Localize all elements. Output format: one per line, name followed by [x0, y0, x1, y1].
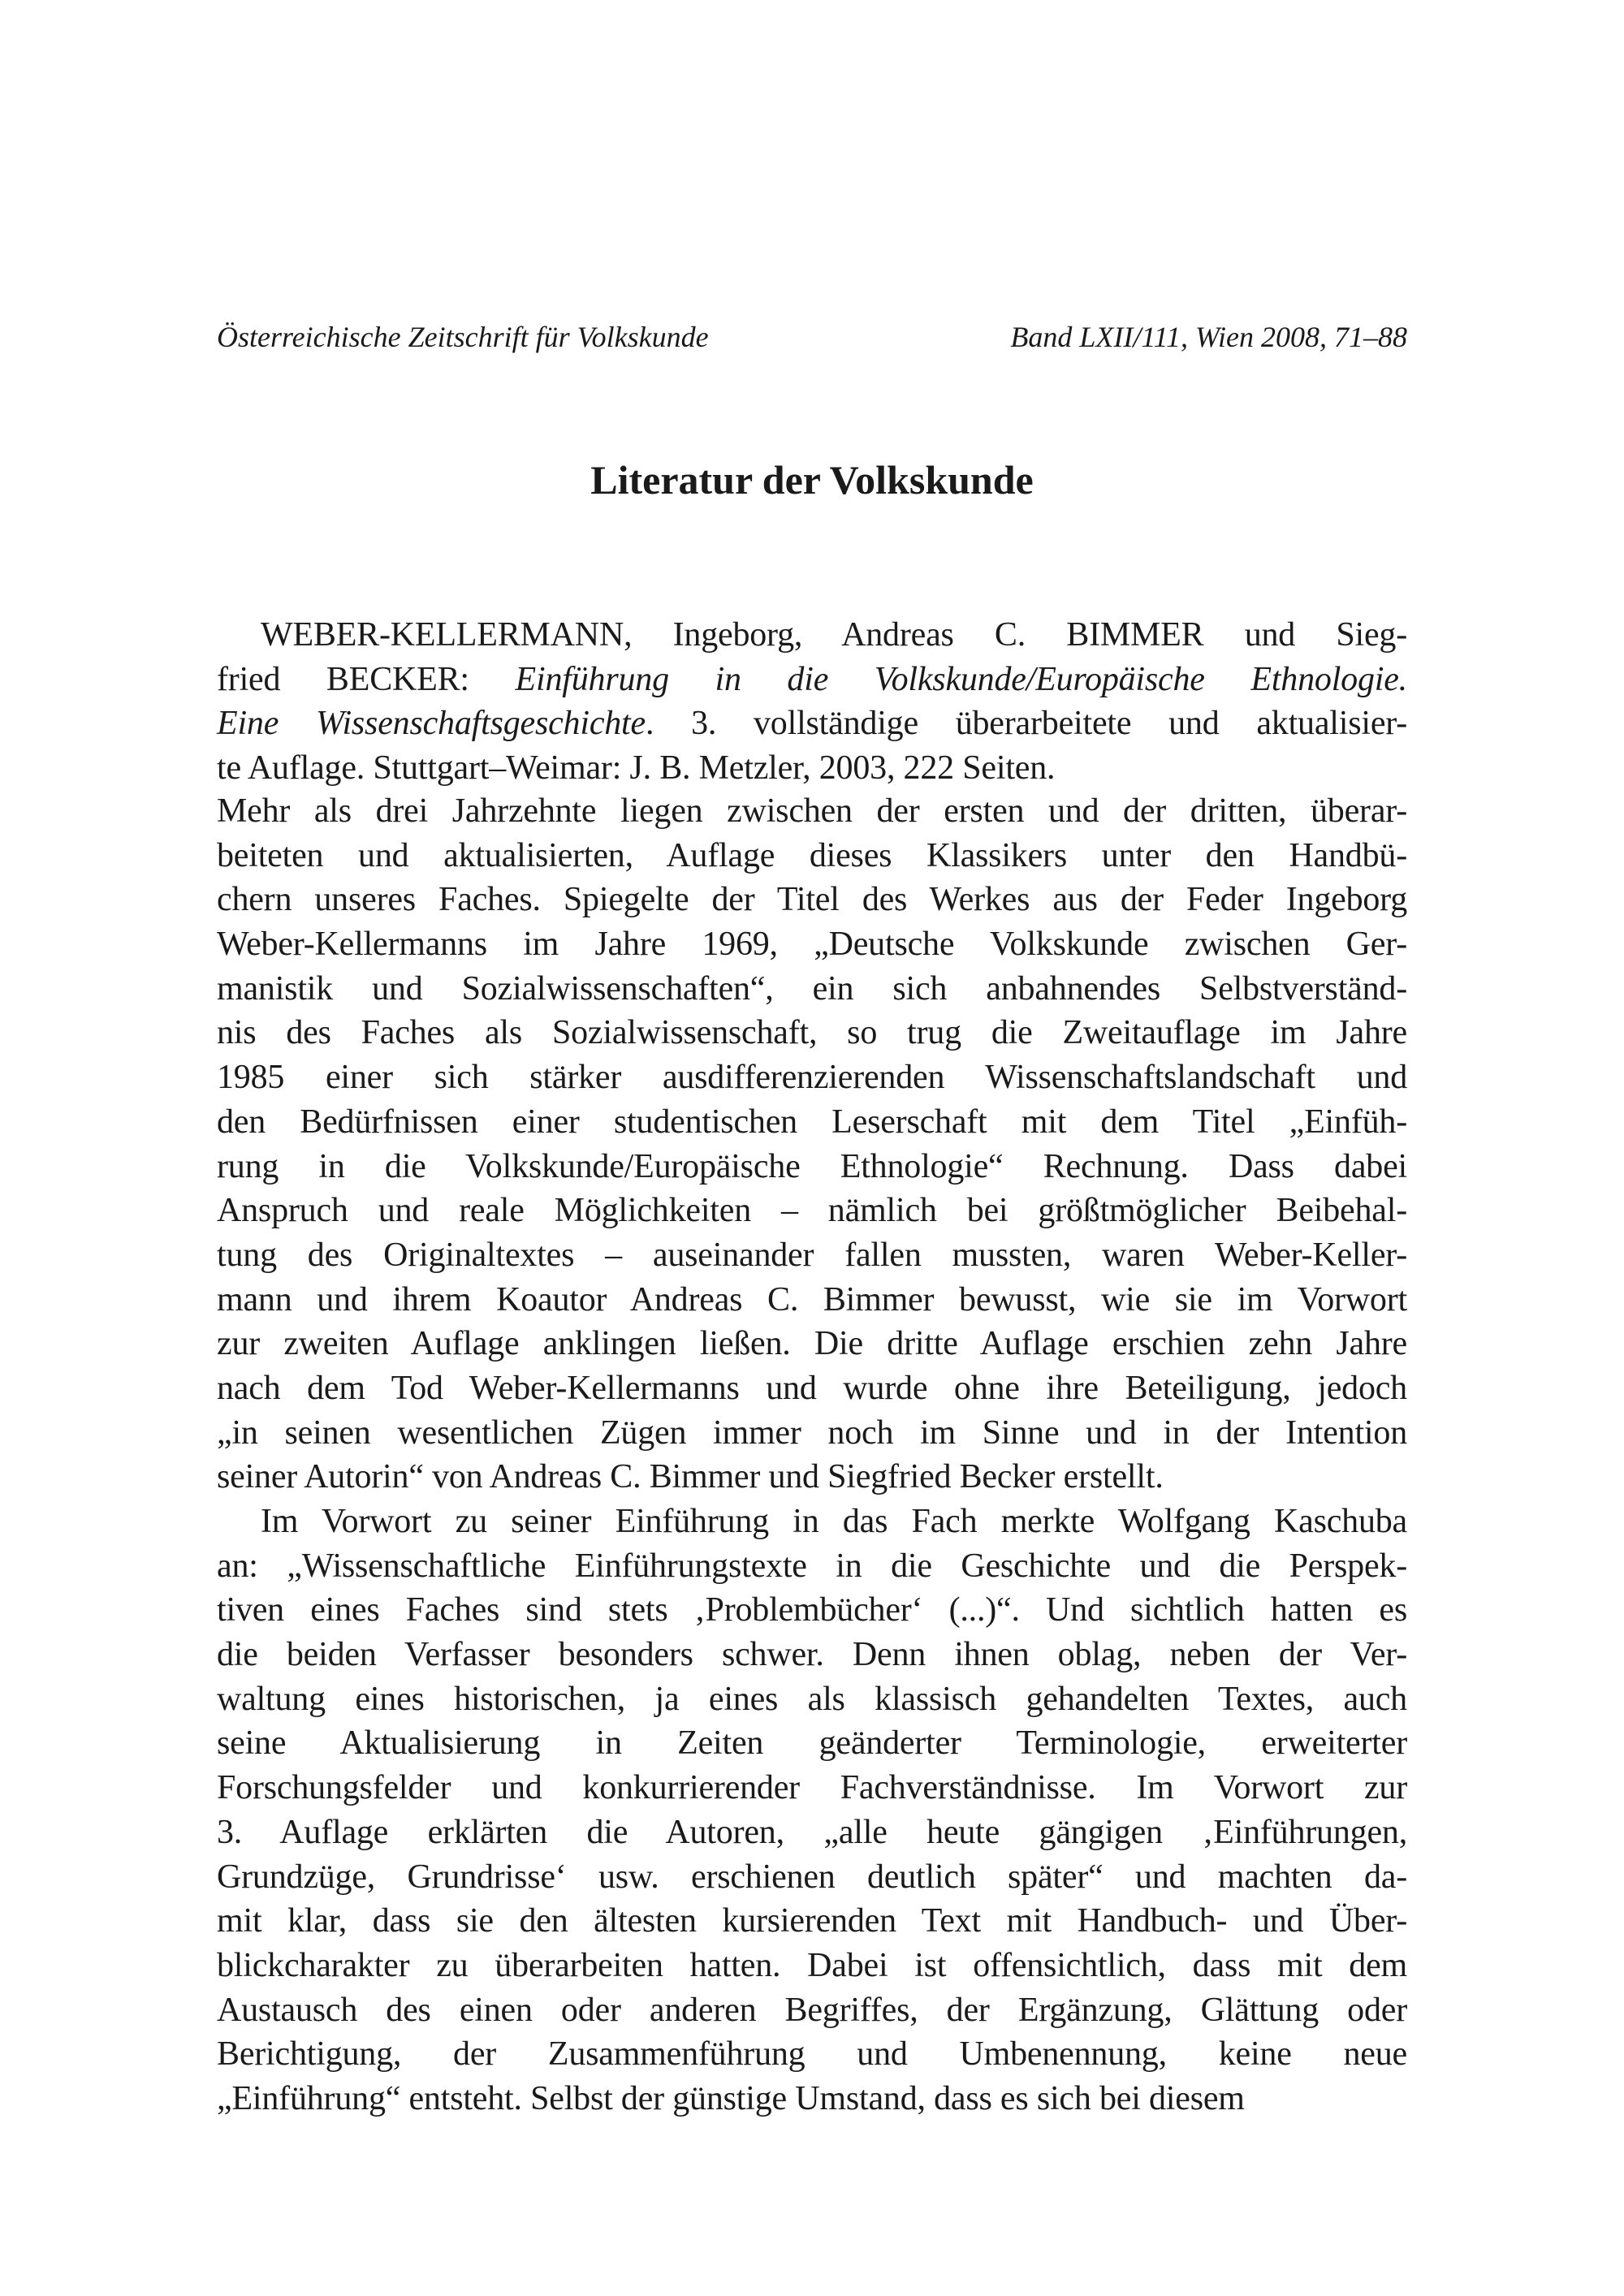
text-line: Im Vorwort zu seiner Einführung in das Fach merkte Wolfgang Kaschuba [261, 1503, 1407, 1540]
text-line: die beiden Verfasser besonders schwer. Denn ihnen oblag, neben der Ver- [217, 1636, 1407, 1674]
text-line: nis des Faches als Sozialwissenschaft, so trug die Zweitauflage im Jahre [217, 1014, 1407, 1052]
bibliography-text: . 3. vollständige überarbeitete und aktualisier- [645, 705, 1408, 743]
text-line: Forschungsfelder und konkurrierender Fachverständnisse. Im Vorwort zur [217, 1769, 1407, 1807]
bibliographic-entry [217, 613, 1407, 791]
bibliography-line [217, 658, 1407, 702]
text-line: mit klar, dass sie den ältesten kursierenden Text mit Handbuch- und Über- [217, 1902, 1407, 1940]
bibliography-text: te Auflage. Stuttgart–Weimar: J. B. Metzler, 2003, 222 Seiten. [217, 749, 1056, 788]
text-line: an: „Wissenschaftliche Einführungstexte in die Geschichte und die Perspek- [217, 1547, 1407, 1585]
volume-info: Band LXII/111, Wien 2008, 71–88 [1010, 321, 1407, 353]
text-line: zur zweiten Auflage anklingen ließen. Die dritte Auflage erschien zehn Jahre [217, 1325, 1407, 1363]
text-line: tiven eines Faches sind stets ‚Problembücher‘ (...)“. Und sichtlich hatten es [217, 1591, 1407, 1629]
text-line: beiteten und aktualisierten, Auflage dieses Klassikers unter den Handbü- [217, 836, 1407, 874]
text-line: „Einführung“ entsteht. Selbst der günstige Umstand, dass es sich bei diesem [217, 2079, 1245, 2117]
text-line: nach dem Tod Weber-Kellermanns und wurde ohne ihre Beteiligung, jedoch [217, 1369, 1407, 1407]
text-line: tung des Originaltextes – auseinander fallen mussten, waren Weber-Keller- [217, 1236, 1407, 1274]
text-line: seine Aktualisierung in Zeiten geänderter Terminologie, erweiterter [217, 1724, 1407, 1763]
text-line: Grundzüge, Grundrisse‘ usw. erschienen deutlich später“ und machten da- [217, 1858, 1407, 1896]
bibliography-line [217, 613, 1407, 658]
paragraph [217, 789, 1407, 1500]
bibliography-line [217, 746, 1407, 791]
text-line: „in seinen wesentlichen Zügen immer noch im Sinne und in der Intention [217, 1413, 1407, 1452]
text-line: Austausch des einen oder anderen Begriffes, der Ergänzung, Glättung oder [217, 1991, 1407, 2029]
paragraph [217, 1500, 1407, 2121]
bibliography-text: WEBER-KELLERMANN, Ingeborg, Andreas C. BIMMER und Sieg- [261, 616, 1407, 654]
text-line: seiner Autorin“ von Andreas C. Bimmer und Siegfried Becker erstellt. [217, 1458, 1164, 1496]
running-header [217, 317, 1407, 357]
text-line: 3. Auflage erklärten die Autoren, „alle heute gängigen ‚Einführungen, [217, 1813, 1407, 1851]
journal-name: Österreichische Zeitschrift für Volkskunde [217, 321, 709, 353]
text-line: waltung eines historischen, ja eines als klassisch gehandelten Textes, auch [217, 1680, 1407, 1718]
text-line: Berichtigung, der Zusammenführung und Umbenennung, keine neue [217, 2035, 1407, 2074]
book-title-text: Eine Wissenschaftsgeschichte [217, 705, 646, 743]
text-line: den Bedürfnissen einer studentischen Leserschaft mit dem Titel „Einfüh- [217, 1103, 1407, 1141]
text-line: Mehr als drei Jahrzehnte liegen zwischen der ersten und der dritten, überar- [217, 792, 1407, 830]
text-line: 1985 einer sich stärker ausdifferenzierenden Wissenschaftslandschaft und [217, 1059, 1407, 1097]
text-line: blickcharakter zu überarbeiten hatten. Dabei ist offensichtlich, dass mit dem [217, 1946, 1407, 1984]
bibliography-line [217, 701, 1407, 746]
section-title: Literatur der Volkskunde [590, 457, 1034, 503]
text-line: mann und ihrem Koautor Andreas C. Bimmer bewusst, wie sie im Vorwort [217, 1280, 1407, 1318]
book-title-text: Einführung in die Volkskunde/Europäische Ethnologie. [515, 660, 1407, 698]
text-line: manistik und Sozialwissenschaften“, ein sich anbahnendes Selbstverständ- [217, 969, 1407, 1008]
text-line: Weber-Kellermanns im Jahre 1969, „Deutsche Volkskunde zwischen Ger- [217, 926, 1407, 964]
text-line: rung in die Volkskunde/Europäische Ethnologie“ Rechnung. Dass dabei [217, 1147, 1407, 1185]
bibliography-text: fried BECKER: [217, 660, 516, 698]
text-line: Anspruch und reale Möglichkeiten – nämlich bei größtmöglicher Beibehal- [217, 1192, 1407, 1230]
text-line: chern unseres Faches. Spiegelte der Titel des Werkes aus der Feder Ingeborg [217, 881, 1407, 919]
review-body [217, 789, 1407, 2121]
